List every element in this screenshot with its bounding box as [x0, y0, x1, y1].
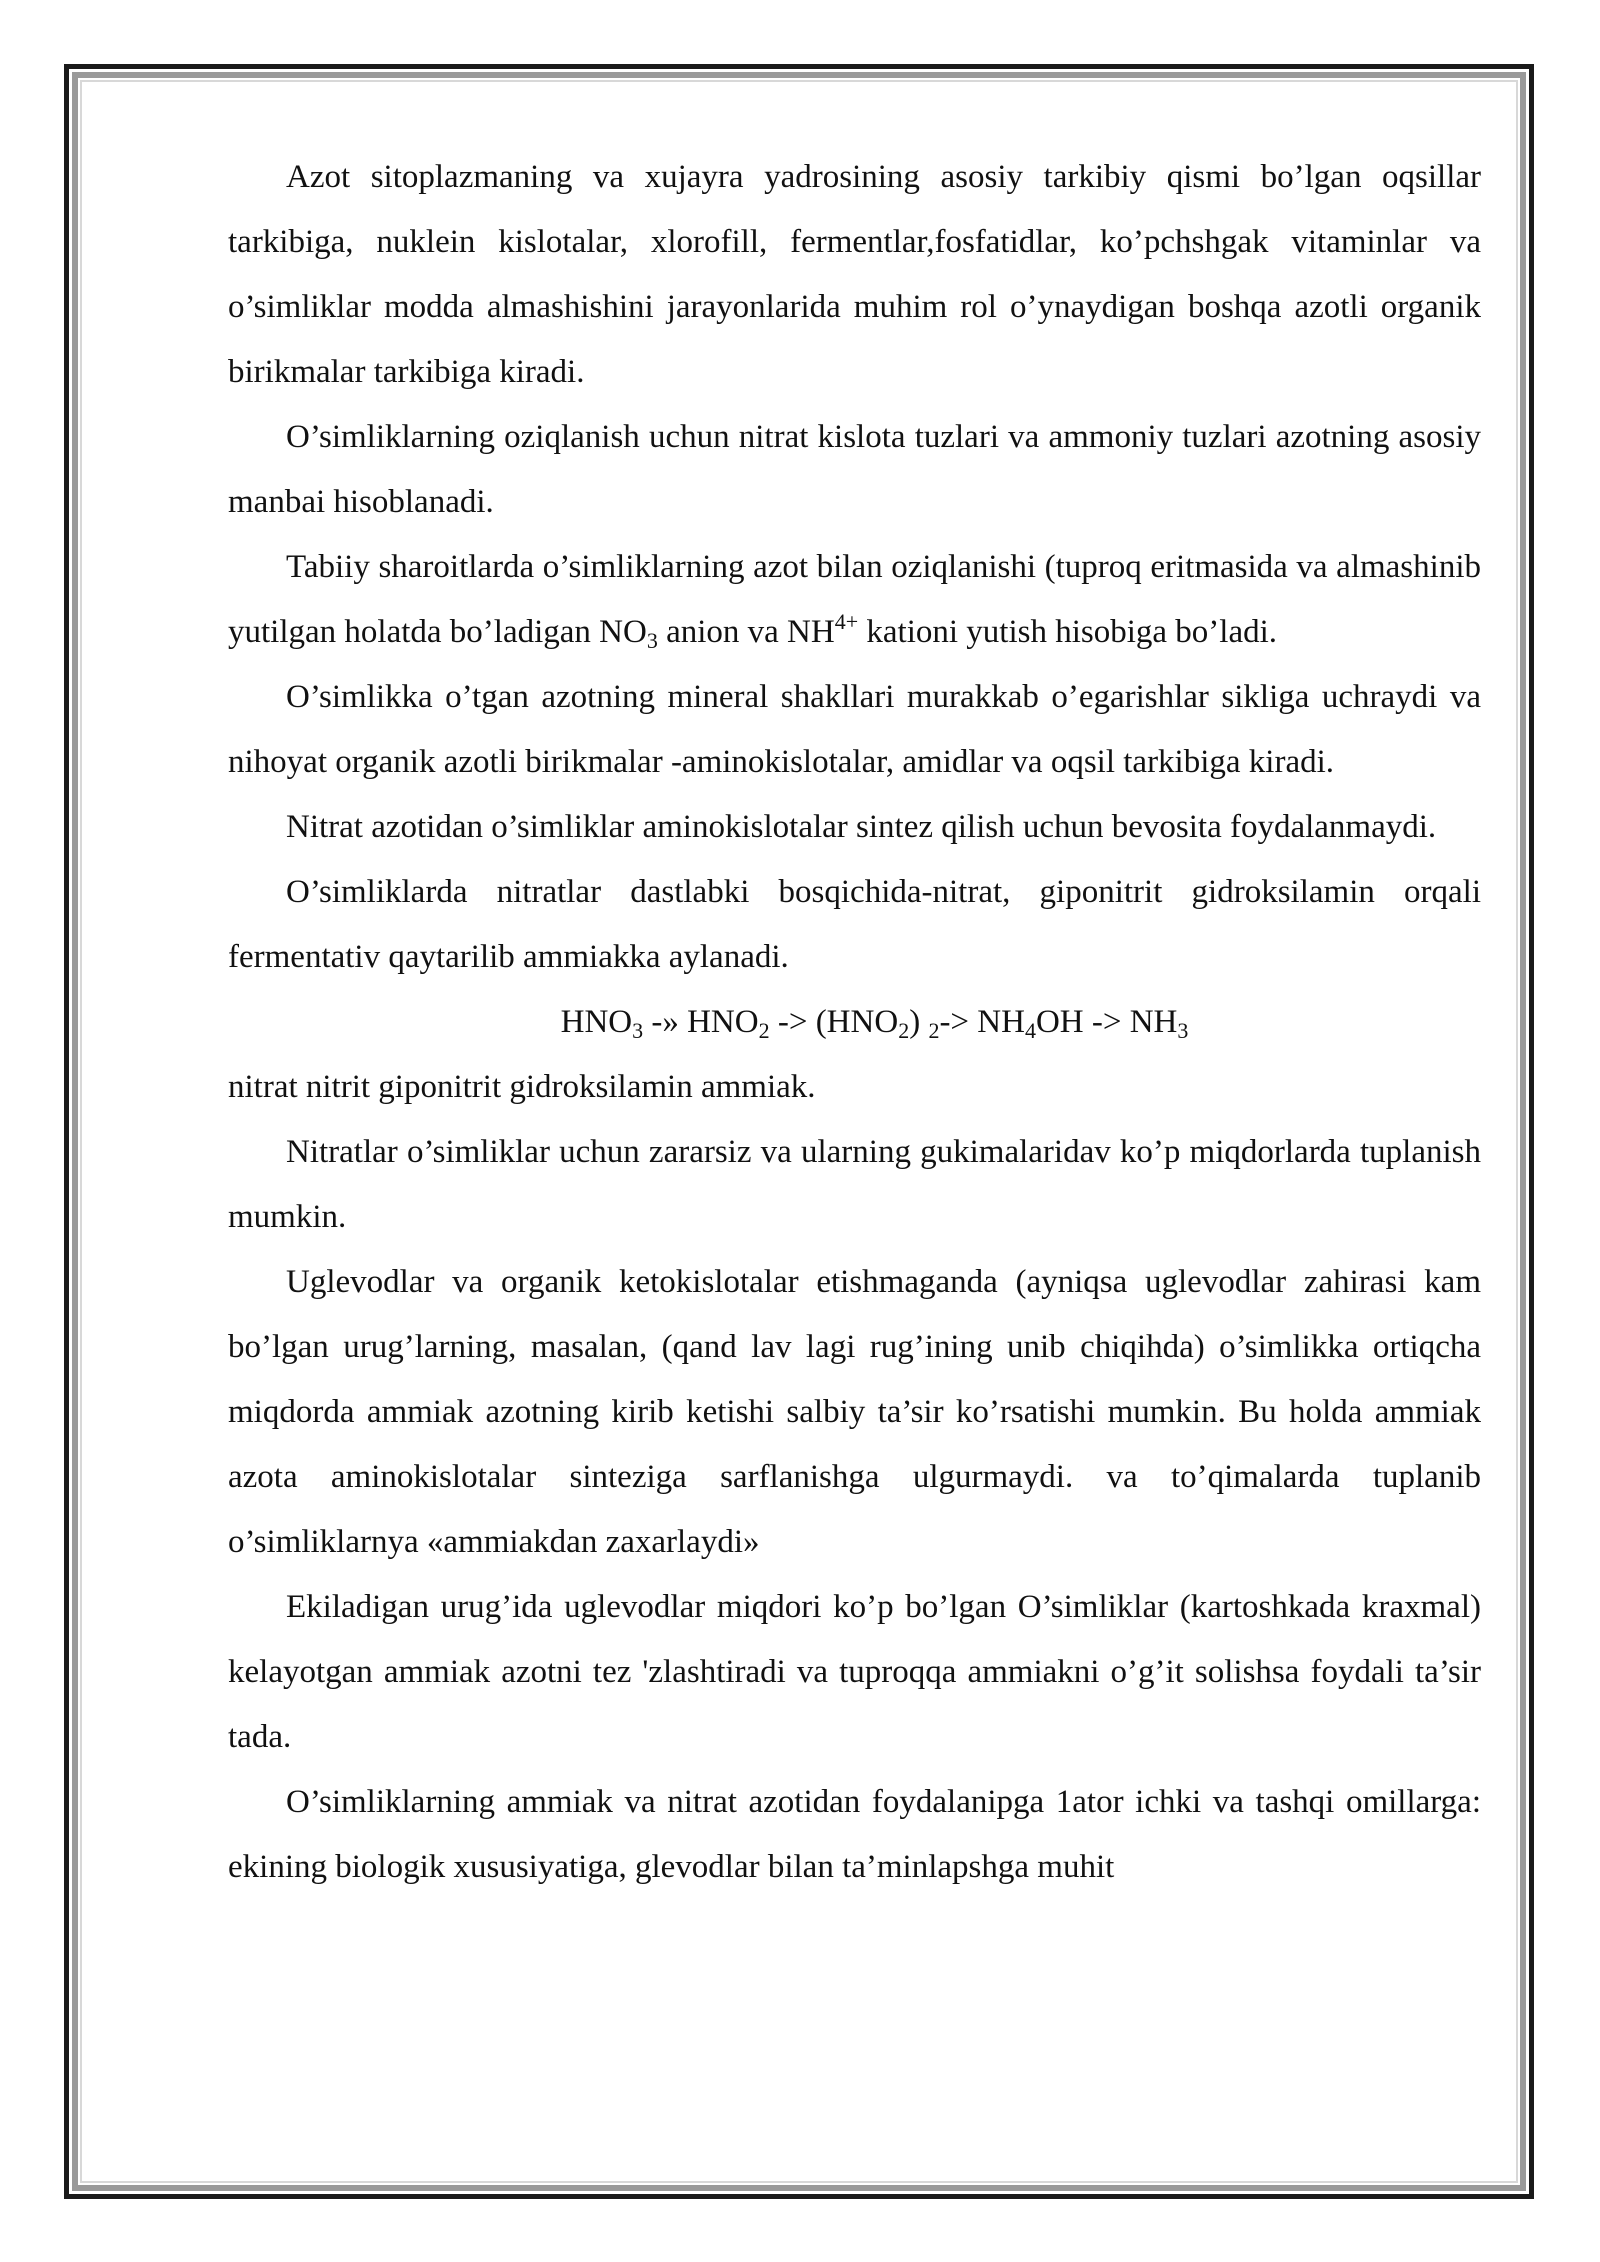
document-body [228, 145, 1481, 1900]
formula-part-6: OH -> NH [1035, 1004, 1178, 1040]
paragraph-6: O’simliklarda nitratlar dastlabki bosqichida-nitrat, giponitrit gidroksilamin orqali fermentativ qaytarilib ammiakka aylanadi. [228, 874, 1481, 975]
formula-sub-3: 2 [898, 1018, 910, 1043]
formula-part-4: ) [909, 1004, 929, 1040]
formula-sub-2: 2 [758, 1018, 770, 1043]
formula-part-2: -» HNO [643, 1004, 759, 1040]
nh4-superscript: 4+ [834, 609, 859, 634]
paragraph-3-text-b: anion va NH [657, 614, 835, 650]
formula-caption: nitrat nitrit giponitrit gidroksilamin ammiak. [228, 1069, 816, 1105]
reaction-formula [228, 990, 1481, 1055]
formula-part-3: -> (HNO [769, 1004, 899, 1040]
paragraph-3-text-c: kationi yutish hisobiga bo’ladi. [858, 614, 1278, 650]
formula-part-5: -> NH [939, 1004, 1025, 1040]
paragraph-7: Nitratlar o’simliklar uchun zararsiz va ularning gukimalaridav ko’p miqdorlarda tuplanish mumkin. [228, 1134, 1481, 1235]
formula-part-1: HNO [560, 1004, 633, 1040]
no3-subscript: 3 [646, 628, 658, 653]
paragraph-3-text-a: Tabiiy sharoitlarda o’simliklarning azot bilan oziqlanishi (tuproq eritmasida va almashinib yutilgan holatda bo’ladigan NO [228, 549, 1481, 650]
formula-sub-4: 2 [928, 1018, 940, 1043]
paragraph-5: Nitrat azotidan o’simliklar aminokislotalar sintez qilish uchun bevosita foydalanmaydi. [286, 809, 1437, 845]
formula-sub-5: 4 [1024, 1018, 1036, 1043]
formula-sub-1: 3 [632, 1018, 644, 1043]
paragraph-2: O’simliklarning oziqlanish uchun nitrat kislota tuzlari va ammoniy tuzlari azotning asosiy manbai hisoblanadi. [228, 419, 1481, 520]
paragraph-3 [228, 535, 1481, 665]
paragraph-10: O’simliklarning ammiak va nitrat azotidan foydalanipga 1ator ichki va tashqi omillarga: ekining biologik xususiyatiga, glevodlar bilan ta’minlapshga muhit [228, 1784, 1481, 1885]
formula-sub-6: 3 [1177, 1018, 1189, 1043]
paragraph-1: Azot sitoplazmaning va xujayra yadrosining asosiy tarkibiy qismi bo’lgan oqsillar tarkibiga, nuklein kislotalar, xlorofill, fermentlar,fosfatidlar, ko’pchshgak vitaminlar va o’simliklar modda almashishini jarayonlarida muhim rol o’ynaydigan boshqa azotli organik birikmalar tarkibiga kiradi. [228, 159, 1481, 390]
paragraph-9: Ekiladigan urug’ida uglevodlar miqdori ko’p bo’lgan O’simliklar (kartoshkada kraxmal) kelayotgan ammiak azotni tez 'zlashtiradi va tuproqqa ammiakni o’g’it solishsa foydali ta’sir tada. [228, 1589, 1481, 1755]
paragraph-4: O’simlikka o’tgan azotning mineral shakllari murakkab o’egarishlar sikliga uchraydi va nihoyat organik azotli birikmalar -aminokislotalar, amidlar va oqsil tarkibiga kiradi. [228, 679, 1481, 780]
paragraph-8: Uglevodlar va organik ketokislotalar etishmaganda (ayniqsa uglevodlar zahirasi kam bo’lgan urug’larning, masalan, (qand lav lagi rug’ining unib chiqihda) o’simlikka ortiqcha miqdorda ammiak azotning kirib ketishi salbiy ta’sir ko’rsatishi mumkin. Bu holda ammiak azota aminokislotalar sinteziga sarflanishga ulgurmaydi. va to’qimalarda tuplanib o’simliklarnya «ammiakdan zaxarlaydi» [228, 1264, 1481, 1560]
